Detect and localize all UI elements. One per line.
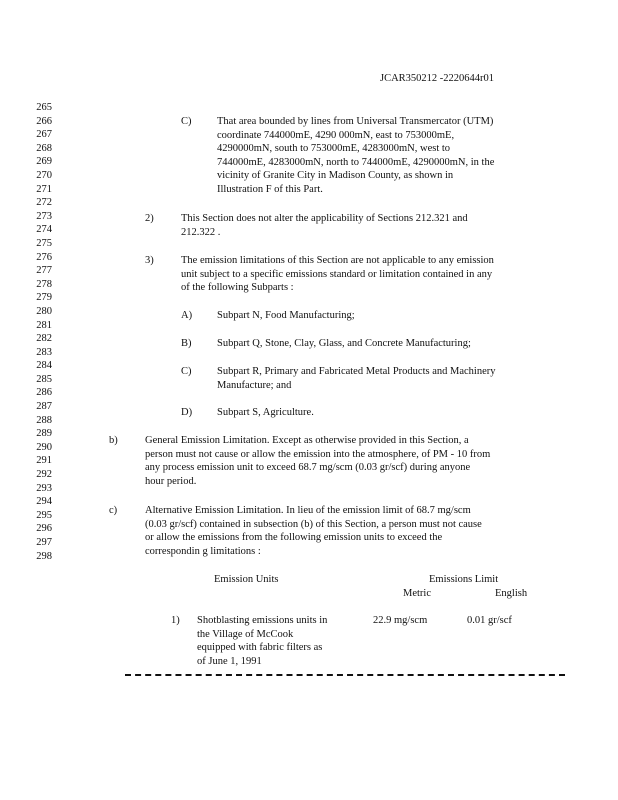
- line-number: 296: [36, 523, 52, 535]
- line-number: 273: [36, 210, 52, 222]
- line-number: 289: [36, 428, 52, 440]
- line-number: 277: [36, 265, 52, 277]
- text-line: Shotblasting emissions units in: [197, 615, 328, 626]
- line-number: 279: [36, 292, 52, 304]
- item-text: [145, 504, 482, 558]
- line-number: 280: [36, 305, 52, 317]
- line-number: 282: [36, 333, 52, 345]
- text-line: person must not cause or allow the emission into the atmosphere, of PM - 10 from: [145, 448, 491, 460]
- line-number: 278: [36, 278, 52, 290]
- line-number: 268: [36, 142, 52, 154]
- text-line: 4290000mN, south to 753000mE, 4283000mN, west to: [217, 143, 451, 155]
- item-text: [217, 337, 471, 351]
- item-text: [217, 115, 494, 197]
- line-number: 265: [36, 102, 52, 113]
- text-line: unit subject to a specific emissions standard or limitation contained in any: [181, 268, 493, 280]
- table-header-metric: Metric: [403, 588, 431, 599]
- item-text: [181, 254, 494, 295]
- table-row-english: 0.01 gr/scf: [467, 615, 512, 626]
- item-label: 2): [145, 213, 154, 224]
- line-number: 294: [36, 496, 52, 508]
- text-line: (0.03 gr/scf) contained in subsection (b) of this Section, a person must not cause: [145, 518, 482, 530]
- table-header-units: Emission Units: [214, 574, 279, 585]
- text-line: Subpart R, Primary and Fabricated Metal Products and Machinery: [217, 366, 496, 377]
- item-text: [217, 365, 495, 392]
- line-number: 271: [36, 183, 52, 195]
- item-label: b): [109, 435, 118, 446]
- text-line: General Emission Limitation. Except as otherwise provided in this Section, a: [145, 435, 469, 446]
- line-number: 286: [36, 387, 52, 399]
- text-line: hour period.: [145, 475, 197, 487]
- text-line: Subpart N, Food Manufacturing;: [217, 310, 355, 321]
- text-line: Subpart Q, Stone, Clay, Glass, and Concrete Manufacturing;: [217, 338, 471, 349]
- table-row-units: [197, 614, 327, 668]
- line-number: 281: [36, 319, 52, 331]
- line-number: 267: [36, 129, 52, 141]
- text-line: or allow the emissions from the following emission units to exceed the: [145, 532, 443, 544]
- line-number: 284: [36, 360, 52, 372]
- item-label: D): [181, 407, 193, 418]
- text-line: 212.322 .: [181, 226, 221, 238]
- table-header-english: English: [495, 588, 528, 599]
- line-number: 290: [36, 441, 52, 453]
- item-label: A): [181, 310, 193, 321]
- line-number: 285: [36, 373, 52, 385]
- line-number: 292: [36, 469, 52, 481]
- text-line: of June 1, 1991: [197, 655, 262, 667]
- line-number: 269: [36, 156, 52, 168]
- line-number: 266: [36, 115, 52, 127]
- text-line: Alternative Emission Limitation. In lieu of the emission limit of 68.7 mg/scm: [145, 505, 471, 516]
- line-numbers: [0, 101, 52, 563]
- text-line: The emission limitations of this Section are not applicable to any emission: [181, 255, 494, 266]
- table-row-label: 1): [171, 615, 180, 626]
- text-line: coordinate 744000mE, 4290 000mN, east to 753000mE,: [217, 129, 455, 141]
- line-number: 295: [36, 509, 52, 521]
- text-line: any process emission unit to exceed 68.7 mg/scm (0.03 gr/scf) during anyone: [145, 462, 471, 474]
- line-number: 293: [36, 482, 52, 494]
- line-number: 298: [36, 550, 52, 562]
- line-number: 275: [36, 237, 52, 249]
- item-label: C): [181, 366, 192, 377]
- line-number: 274: [36, 224, 52, 236]
- text-line: Subpart S, Agriculture.: [217, 407, 314, 418]
- item-text: [181, 212, 468, 239]
- line-number: 276: [36, 251, 52, 263]
- line-number: 283: [36, 346, 52, 358]
- table-header-limit: Emissions Limit: [429, 574, 499, 585]
- text-line: vicinity of Granite City in Madison County, as shown in: [217, 170, 454, 182]
- section-divider: [125, 674, 565, 676]
- item-text: [217, 309, 355, 323]
- item-text: [217, 406, 314, 420]
- item-label: 3): [145, 255, 154, 266]
- document-header: JCAR350212 -2220644r01: [380, 73, 495, 84]
- text-line: the Village of McCook: [197, 628, 294, 640]
- item-label: c): [109, 505, 118, 516]
- text-line: Illustration F of this Part.: [217, 183, 323, 195]
- item-label: C): [181, 116, 192, 127]
- text-line: 744000mE, 4283000mN, north to 744000mE, 4290000mN, in the: [217, 156, 495, 168]
- line-number: 297: [36, 537, 52, 548]
- line-number: 291: [36, 455, 52, 467]
- item-text: [145, 434, 490, 488]
- text-line: Manufacture; and: [217, 379, 292, 391]
- table-row-metric: 22.9 mg/scm: [373, 615, 428, 626]
- text-line: equipped with fabric filters as: [197, 642, 323, 654]
- text-line: This Section does not alter the applicability of Sections 212.321 and: [181, 213, 468, 224]
- line-number: 287: [36, 401, 52, 413]
- line-number: 288: [36, 414, 52, 426]
- text-line: of the following Subparts :: [181, 282, 294, 294]
- text-line: correspondin g limitations :: [145, 545, 261, 557]
- line-number: 272: [36, 197, 52, 209]
- text-line: That area bounded by lines from Universal Transmercator (UTM): [217, 116, 494, 127]
- line-number: 270: [36, 169, 52, 181]
- item-label: B): [181, 338, 192, 349]
